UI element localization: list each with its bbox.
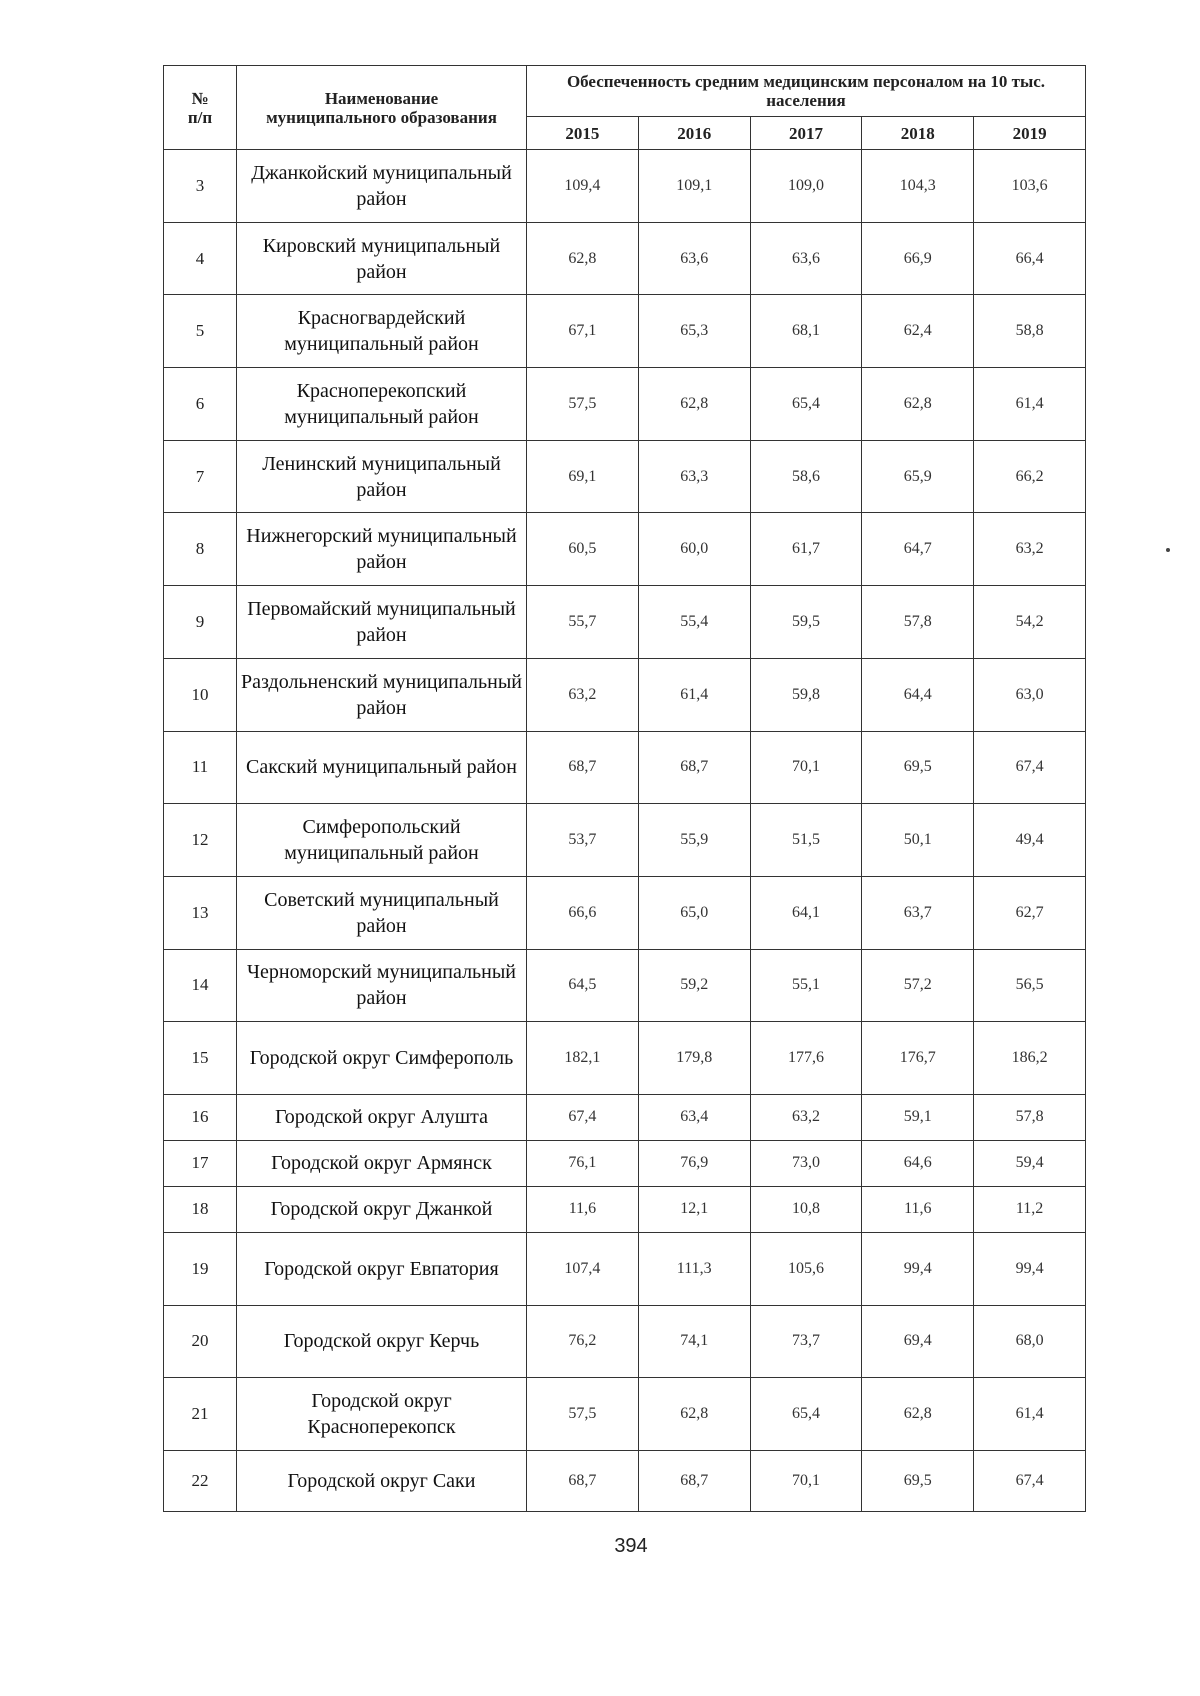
value-cell: 58,6 bbox=[750, 440, 862, 513]
table-row bbox=[164, 440, 1086, 513]
value-cell: 64,5 bbox=[527, 949, 639, 1022]
value-cell: 67,4 bbox=[974, 731, 1086, 804]
value-cell: 179,8 bbox=[638, 1022, 750, 1095]
value-cell: 65,4 bbox=[750, 1378, 862, 1451]
table-row bbox=[164, 876, 1086, 949]
value-cell: 176,7 bbox=[862, 1022, 974, 1095]
value-cell: 62,8 bbox=[638, 368, 750, 441]
value-cell: 55,1 bbox=[750, 949, 862, 1022]
value-cell: 177,6 bbox=[750, 1022, 862, 1095]
value-cell: 66,6 bbox=[527, 876, 639, 949]
value-cell: 103,6 bbox=[974, 150, 1086, 223]
row-number: 5 bbox=[164, 295, 237, 368]
value-cell: 68,7 bbox=[527, 1451, 639, 1512]
value-cell: 11,2 bbox=[974, 1186, 1086, 1232]
value-cell: 182,1 bbox=[527, 1022, 639, 1095]
value-cell: 63,2 bbox=[527, 658, 639, 731]
table-row bbox=[164, 1451, 1086, 1512]
municipality-name: Городской округ Армянск bbox=[237, 1140, 527, 1186]
table-row bbox=[164, 586, 1086, 659]
row-number: 13 bbox=[164, 876, 237, 949]
table-row bbox=[164, 949, 1086, 1022]
municipality-name: Раздольненский муниципальный район bbox=[237, 658, 527, 731]
value-cell: 12,1 bbox=[638, 1186, 750, 1232]
value-cell: 64,7 bbox=[862, 513, 974, 586]
row-number: 22 bbox=[164, 1451, 237, 1512]
value-cell: 66,4 bbox=[974, 222, 1086, 295]
municipality-name: Сакский муниципальный район bbox=[237, 731, 527, 804]
value-cell: 69,5 bbox=[862, 731, 974, 804]
municipality-name: Городской округ Джанкой bbox=[237, 1186, 527, 1232]
value-cell: 107,4 bbox=[527, 1232, 639, 1305]
value-cell: 63,6 bbox=[638, 222, 750, 295]
row-number: 6 bbox=[164, 368, 237, 441]
table-row bbox=[164, 295, 1086, 368]
value-cell: 62,4 bbox=[862, 295, 974, 368]
value-cell: 59,2 bbox=[638, 949, 750, 1022]
row-number: 17 bbox=[164, 1140, 237, 1186]
value-cell: 104,3 bbox=[862, 150, 974, 223]
value-cell: 55,9 bbox=[638, 804, 750, 877]
value-cell: 76,2 bbox=[527, 1305, 639, 1378]
header-name: Наименование муниципального образования bbox=[237, 66, 527, 150]
header-num: № п/п bbox=[164, 66, 237, 150]
row-number: 20 bbox=[164, 1305, 237, 1378]
value-cell: 68,1 bbox=[750, 295, 862, 368]
value-cell: 59,8 bbox=[750, 658, 862, 731]
value-cell: 63,2 bbox=[974, 513, 1086, 586]
value-cell: 57,8 bbox=[974, 1094, 1086, 1140]
value-cell: 61,7 bbox=[750, 513, 862, 586]
table-row bbox=[164, 368, 1086, 441]
table-row bbox=[164, 1378, 1086, 1451]
value-cell: 67,1 bbox=[527, 295, 639, 368]
value-cell: 76,1 bbox=[527, 1140, 639, 1186]
table-row bbox=[164, 1232, 1086, 1305]
row-number: 11 bbox=[164, 731, 237, 804]
value-cell: 67,4 bbox=[527, 1094, 639, 1140]
value-cell: 76,9 bbox=[638, 1140, 750, 1186]
value-cell: 56,5 bbox=[974, 949, 1086, 1022]
value-cell: 49,4 bbox=[974, 804, 1086, 877]
value-cell: 74,1 bbox=[638, 1305, 750, 1378]
row-number: 4 bbox=[164, 222, 237, 295]
value-cell: 68,7 bbox=[638, 1451, 750, 1512]
row-number: 10 bbox=[164, 658, 237, 731]
value-cell: 67,4 bbox=[974, 1451, 1086, 1512]
value-cell: 64,4 bbox=[862, 658, 974, 731]
value-cell: 70,1 bbox=[750, 1451, 862, 1512]
value-cell: 59,5 bbox=[750, 586, 862, 659]
header-year: 2018 bbox=[862, 117, 974, 150]
value-cell: 105,6 bbox=[750, 1232, 862, 1305]
table-header bbox=[164, 66, 1086, 150]
value-cell: 69,4 bbox=[862, 1305, 974, 1378]
municipality-name: Советский муниципальный район bbox=[237, 876, 527, 949]
row-number: 18 bbox=[164, 1186, 237, 1232]
value-cell: 60,0 bbox=[638, 513, 750, 586]
value-cell: 65,0 bbox=[638, 876, 750, 949]
table-row bbox=[164, 731, 1086, 804]
value-cell: 57,5 bbox=[527, 368, 639, 441]
value-cell: 63,4 bbox=[638, 1094, 750, 1140]
table-row bbox=[164, 1022, 1086, 1095]
row-number: 19 bbox=[164, 1232, 237, 1305]
municipality-name: Городской округ Саки bbox=[237, 1451, 527, 1512]
header-year: 2017 bbox=[750, 117, 862, 150]
value-cell: 65,4 bbox=[750, 368, 862, 441]
header-year: 2016 bbox=[638, 117, 750, 150]
value-cell: 62,8 bbox=[862, 1378, 974, 1451]
header-group: Обеспеченность средним медицинским персоналом на 10 тыс. населения bbox=[527, 66, 1086, 117]
value-cell: 63,3 bbox=[638, 440, 750, 513]
municipality-name: Джанкойский муниципальный район bbox=[237, 150, 527, 223]
municipality-name: Городской округ Алушта bbox=[237, 1094, 527, 1140]
value-cell: 109,4 bbox=[527, 150, 639, 223]
value-cell: 55,7 bbox=[527, 586, 639, 659]
value-cell: 59,4 bbox=[974, 1140, 1086, 1186]
value-cell: 54,2 bbox=[974, 586, 1086, 659]
value-cell: 61,4 bbox=[974, 368, 1086, 441]
value-cell: 73,0 bbox=[750, 1140, 862, 1186]
value-cell: 60,5 bbox=[527, 513, 639, 586]
value-cell: 66,2 bbox=[974, 440, 1086, 513]
value-cell: 62,7 bbox=[974, 876, 1086, 949]
municipality-name: Симферопольский муниципальный район bbox=[237, 804, 527, 877]
table-body bbox=[164, 150, 1086, 1512]
value-cell: 61,4 bbox=[974, 1378, 1086, 1451]
value-cell: 70,1 bbox=[750, 731, 862, 804]
table-row bbox=[164, 1305, 1086, 1378]
value-cell: 11,6 bbox=[527, 1186, 639, 1232]
value-cell: 51,5 bbox=[750, 804, 862, 877]
value-cell: 111,3 bbox=[638, 1232, 750, 1305]
value-cell: 63,2 bbox=[750, 1094, 862, 1140]
municipality-name: Нижнегорский муниципальный район bbox=[237, 513, 527, 586]
value-cell: 64,6 bbox=[862, 1140, 974, 1186]
row-number: 16 bbox=[164, 1094, 237, 1140]
page-number: 394 bbox=[614, 1535, 648, 1557]
municipality-name: Ленинский муниципальный район bbox=[237, 440, 527, 513]
header-year: 2015 bbox=[527, 117, 639, 150]
table-row bbox=[164, 1094, 1086, 1140]
value-cell: 109,1 bbox=[638, 150, 750, 223]
value-cell: 68,7 bbox=[638, 731, 750, 804]
municipality-name: Кировский муниципальный район bbox=[237, 222, 527, 295]
row-number: 12 bbox=[164, 804, 237, 877]
row-number: 14 bbox=[164, 949, 237, 1022]
value-cell: 62,8 bbox=[862, 368, 974, 441]
municipality-name: Городской округ Красноперекопск bbox=[237, 1378, 527, 1451]
value-cell: 66,9 bbox=[862, 222, 974, 295]
value-cell: 186,2 bbox=[974, 1022, 1086, 1095]
value-cell: 11,6 bbox=[862, 1186, 974, 1232]
municipality-name: Первомайский муниципальный район bbox=[237, 586, 527, 659]
scan-speck bbox=[1166, 548, 1170, 552]
header-year: 2019 bbox=[974, 117, 1086, 150]
value-cell: 69,5 bbox=[862, 1451, 974, 1512]
municipality-name: Городской округ Керчь bbox=[237, 1305, 527, 1378]
value-cell: 50,1 bbox=[862, 804, 974, 877]
value-cell: 59,1 bbox=[862, 1094, 974, 1140]
value-cell: 99,4 bbox=[862, 1232, 974, 1305]
value-cell: 64,1 bbox=[750, 876, 862, 949]
value-cell: 57,5 bbox=[527, 1378, 639, 1451]
value-cell: 57,2 bbox=[862, 949, 974, 1022]
value-cell: 57,8 bbox=[862, 586, 974, 659]
value-cell: 62,8 bbox=[527, 222, 639, 295]
municipality-name: Красноперекопский муниципальный район bbox=[237, 368, 527, 441]
value-cell: 63,0 bbox=[974, 658, 1086, 731]
table-row bbox=[164, 658, 1086, 731]
value-cell: 58,8 bbox=[974, 295, 1086, 368]
row-number: 21 bbox=[164, 1378, 237, 1451]
table-row bbox=[164, 1140, 1086, 1186]
value-cell: 61,4 bbox=[638, 658, 750, 731]
value-cell: 69,1 bbox=[527, 440, 639, 513]
value-cell: 73,7 bbox=[750, 1305, 862, 1378]
row-number: 3 bbox=[164, 150, 237, 223]
value-cell: 55,4 bbox=[638, 586, 750, 659]
table-row bbox=[164, 513, 1086, 586]
table-row bbox=[164, 222, 1086, 295]
value-cell: 10,8 bbox=[750, 1186, 862, 1232]
table-row bbox=[164, 150, 1086, 223]
value-cell: 63,7 bbox=[862, 876, 974, 949]
row-number: 8 bbox=[164, 513, 237, 586]
table-row bbox=[164, 804, 1086, 877]
value-cell: 65,3 bbox=[638, 295, 750, 368]
health-staffing-table bbox=[163, 65, 1086, 1512]
municipality-name: Городской округ Симферополь bbox=[237, 1022, 527, 1095]
row-number: 7 bbox=[164, 440, 237, 513]
municipality-name: Красногвардейский муниципальный район bbox=[237, 295, 527, 368]
value-cell: 99,4 bbox=[974, 1232, 1086, 1305]
value-cell: 53,7 bbox=[527, 804, 639, 877]
value-cell: 68,0 bbox=[974, 1305, 1086, 1378]
table-row bbox=[164, 1186, 1086, 1232]
row-number: 15 bbox=[164, 1022, 237, 1095]
value-cell: 68,7 bbox=[527, 731, 639, 804]
value-cell: 62,8 bbox=[638, 1378, 750, 1451]
value-cell: 109,0 bbox=[750, 150, 862, 223]
row-number: 9 bbox=[164, 586, 237, 659]
value-cell: 63,6 bbox=[750, 222, 862, 295]
municipality-name: Черноморский муниципальный район bbox=[237, 949, 527, 1022]
municipality-name: Городской округ Евпатория bbox=[237, 1232, 527, 1305]
value-cell: 65,9 bbox=[862, 440, 974, 513]
